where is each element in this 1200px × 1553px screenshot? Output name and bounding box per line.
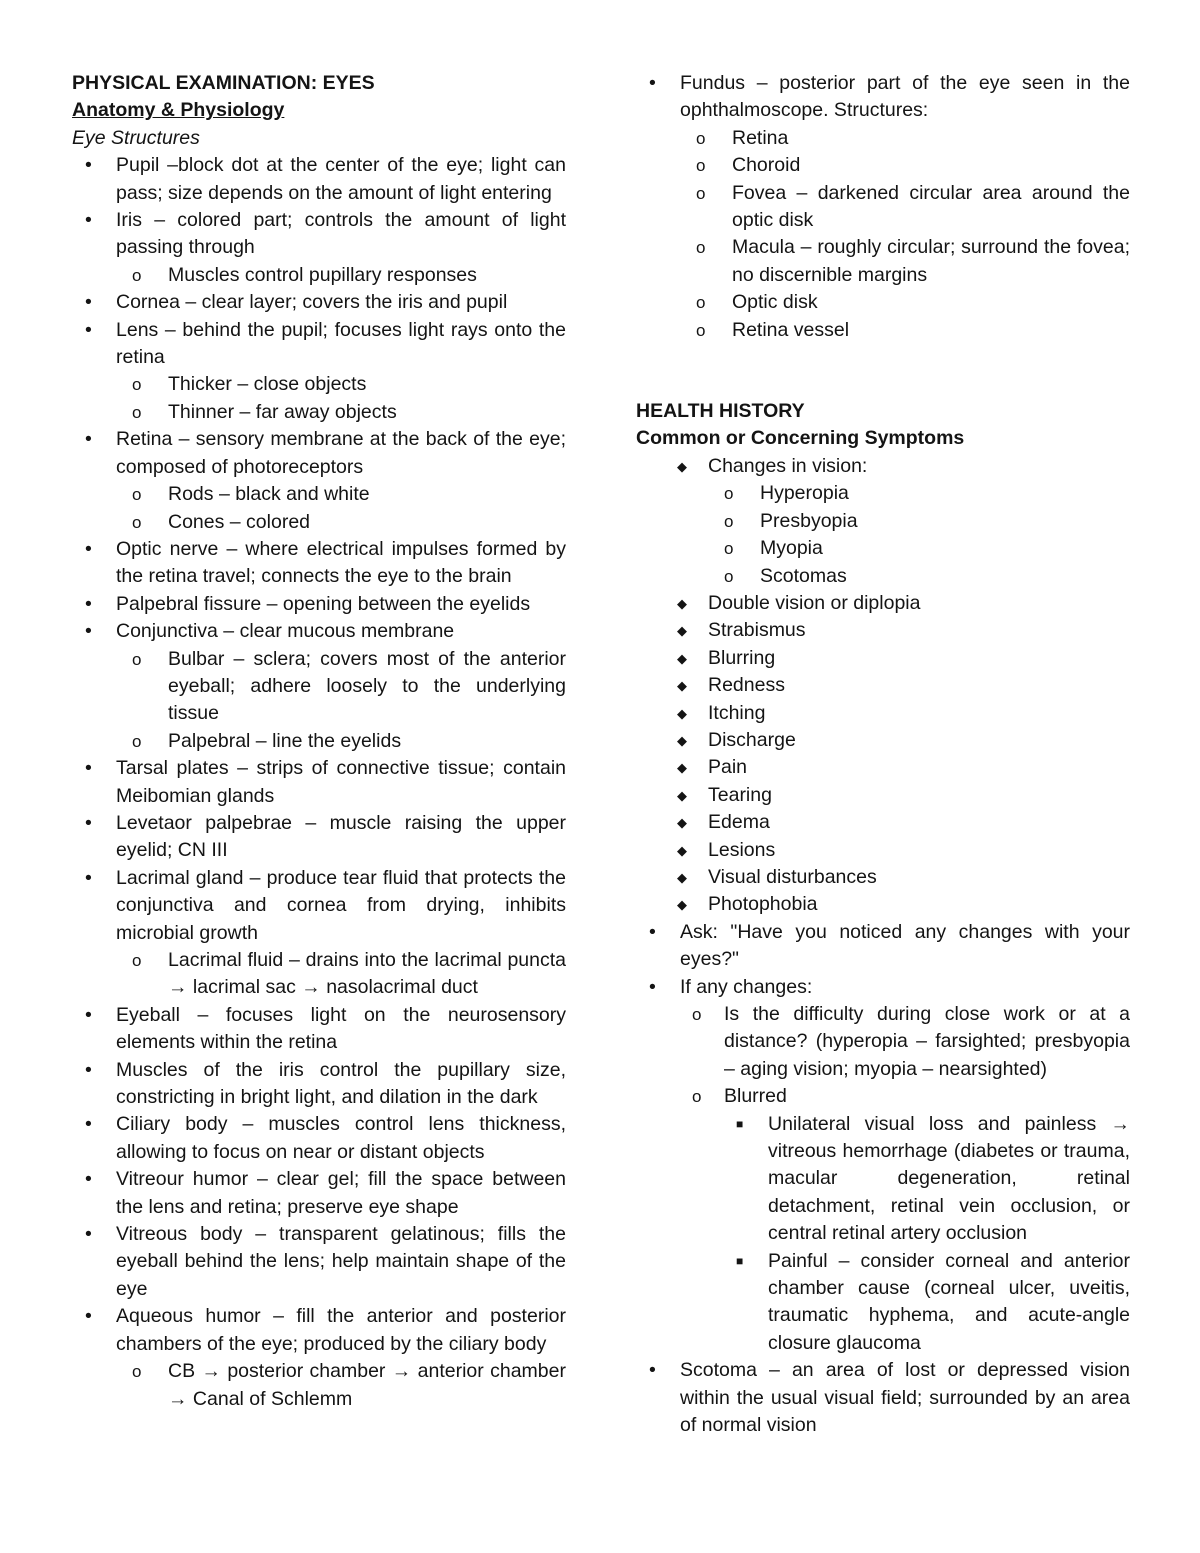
circle-bullet-icon: o: [132, 485, 142, 505]
sub-sublist: [724, 1111, 1130, 1358]
bullet-icon: •: [649, 975, 656, 998]
circle-bullet-icon: o: [692, 1005, 702, 1024]
diamond-bullet-icon: ◆: [677, 595, 687, 611]
bullet-icon: •: [85, 1113, 92, 1136]
circle-bullet-icon: o: [132, 649, 142, 669]
sublist-item: o Lacrimal fluid – drains into the lacrimal puncta → lacrimal sac → nasolacrimal duct: [132, 949, 566, 999]
diamond-bullet-icon: ◆: [677, 678, 687, 694]
sublist: [708, 480, 1130, 590]
list-item-levator: • Levetaor palpebrae – muscle raising the upper eyelid; CN III: [85, 811, 566, 862]
fundus-list: [636, 70, 1130, 344]
bullet-icon: •: [85, 757, 92, 780]
circle-bullet-icon: o: [696, 183, 706, 203]
list-item-vitreous-body: • Vitreous body – transparent gelatinous; fills the eyeball behind the lens; help maintain shape of the eye: [85, 1223, 566, 1300]
sub-sublist-item: ■ Painful – consider corneal and anterior chamber cause (corneal ulcer, uveitis, traumatic hyphema, and acute-angle closure glaucoma: [736, 1249, 1130, 1354]
list-item-aqueous-humor: • Aqueous humor – fill the anterior and posterior chambers of the eye; produced by the ciliary body o CB → posterior chamber → anterior chamber → Canal of Schlemm: [72, 1303, 566, 1413]
list-item-symptom: ◆ Redness: [636, 672, 1130, 699]
diamond-bullet-icon: ◆: [677, 897, 687, 913]
bullet-icon: •: [85, 866, 92, 889]
list-item-symptom: ◆ Discharge: [636, 727, 1130, 754]
sublist-item: o Retina: [680, 125, 1130, 152]
eye-structures-list: [72, 152, 566, 1413]
sublist-item: o Scotomas: [708, 563, 1130, 590]
sublist-item: o Is the difficulty during close work or at a distance? (hyperopia – farsighted; presbyopia – aging vision; myopia – nearsighted): [692, 1003, 1130, 1080]
circle-bullet-icon: o: [724, 539, 734, 559]
list-item-retina: • Retina – sensory membrane at the back of the eye; composed of photoreceptors o Rods – black and white o Cones – colored: [72, 426, 566, 536]
list-item-lens: • Lens – behind the pupil; focuses light rays onto the retina o Thicker – close objects o Thinner – far away objects: [72, 317, 566, 427]
list-item-eyeball: • Eyeball – focuses light on the neurosensory elements within the retina: [85, 1003, 566, 1054]
page-title: PHYSICAL EXAMINATION: EYES: [72, 72, 375, 94]
sublist: [116, 481, 566, 536]
bullet-icon: •: [85, 428, 92, 451]
sublist: [116, 947, 566, 1002]
list-item-ask: • Ask: "Have you noticed any changes with your eyes?": [649, 920, 1130, 971]
bullet-icon: •: [85, 291, 92, 314]
square-bullet-icon: ■: [736, 1253, 744, 1268]
sublist-item: o Cones – colored: [116, 509, 566, 536]
sublist-item: o Bulbar – sclera; covers most of the anterior eyeball; adhere loosely to the underlying tissue: [132, 647, 566, 725]
diamond-bullet-icon: ◆: [677, 458, 687, 474]
sublist: [680, 1001, 1130, 1357]
list-item-symptom: ◆ Itching: [636, 700, 1130, 727]
list-item-vitreour-humor: • Vitreour humor – clear gel; fill the space between the lens and retina; preserve eye shape: [85, 1168, 566, 1218]
history-questions-list: [636, 919, 1130, 1440]
circle-bullet-icon: o: [692, 1087, 702, 1107]
circle-bullet-icon: o: [132, 402, 142, 422]
list-item-palpebral-fissure: • Palpebral fissure – opening between the eyelids: [72, 591, 566, 618]
list-item-symptom: ◆ Pain: [636, 754, 1130, 781]
left-column: [72, 70, 566, 1413]
circle-bullet-icon: o: [696, 156, 706, 176]
list-item-conjunctiva: • Conjunctiva – clear mucous membrane o Bulbar – sclera; covers most of the anterior eyeball; adhere loosely to the underlying tissue o Palpebral – line the eyelids: [72, 618, 566, 755]
circle-bullet-icon: o: [724, 511, 734, 531]
sublist-item: o Retina vessel: [680, 317, 1130, 344]
diamond-bullet-icon: ◆: [677, 760, 687, 776]
circle-bullet-icon: o: [696, 320, 706, 340]
diamond-bullet-icon: ◆: [677, 623, 687, 639]
circle-bullet-icon: o: [132, 951, 142, 970]
circle-bullet-icon: o: [132, 375, 142, 395]
sublist-item: o Fovea – darkened circular area around the optic disk: [696, 181, 1130, 232]
diamond-bullet-icon: ◆: [677, 815, 687, 831]
circle-bullet-icon: o: [696, 128, 706, 148]
bullet-icon: •: [85, 318, 92, 341]
list-item-iris-muscles: • Muscles of the iris control the pupillary size, constricting in bright light, and dilation in the dark: [85, 1058, 566, 1109]
sublist: [116, 371, 566, 426]
diamond-bullet-icon: ◆: [677, 732, 687, 748]
subsection-heading-eye-structures: Eye Structures: [72, 126, 200, 149]
sublist: [680, 125, 1130, 344]
sublist-item: o Macula – roughly circular; surround the fovea; no discernible margins: [696, 236, 1130, 286]
sublist-item: o Myopia: [708, 535, 1130, 562]
list-item-symptom: ◆ Tearing: [636, 782, 1130, 809]
sublist-item: o Muscles control pupillary responses: [116, 262, 566, 289]
sublist-item: o Blurred ■ Unilateral visual loss and painless → vitreous hemorrhage (diabetes or trauma, macular degeneration, retinal detachment, retinal vein occlusion, or central retinal artery occlusion ■ Painful – consider corneal and anterior chamber cause (corneal ulcer, uveitis, traumatic hyphema, and acute-angle closure glaucoma: [680, 1083, 1130, 1357]
bullet-icon: •: [85, 1003, 92, 1026]
list-item-tarsal-plates: • Tarsal plates – strips of connective tissue; contain Meibomian glands: [85, 757, 566, 807]
health-history-heading: HEALTH HISTORY: [636, 400, 805, 423]
list-item-scotoma: • Scotoma – an area of lost or depressed vision within the usual visual field; surrounded by an area of normal vision: [649, 1359, 1130, 1437]
list-item-optic-nerve: • Optic nerve – where electrical impulses formed by the retina travel; connects the eye to the brain: [85, 537, 566, 588]
list-item-symptom: ◆ Blurring: [636, 645, 1130, 672]
list-item-symptom: ◆ Double vision or diplopia: [636, 590, 1130, 617]
list-item-iris: • Iris – colored part; controls the amount of light passing through o Muscles control pupillary responses: [72, 207, 566, 289]
list-item-symptom: ◆ Lesions: [636, 837, 1130, 864]
list-item-pupil: • Pupil –block dot at the center of the eye; light can pass; size depends on the amount of light entering: [85, 154, 566, 204]
sublist: [116, 1358, 566, 1413]
circle-bullet-icon: o: [696, 238, 706, 258]
circle-bullet-icon: o: [132, 1362, 142, 1382]
sublist: [116, 262, 566, 289]
list-item-if-any-changes: • If any changes: o Is the difficulty during close work or at a distance? (hyperopia – farsighted; presbyopia – aging vision; myopia – nearsighted) o Blurred ■ Unilateral visual loss and painless → vitreous hemorrhage (diabetes or trauma, macular degeneration, retinal detachment, retinal vein occlusion, or central retinal artery occlusion ■ Painful – consider corneal and anterior chamber cause (corneal ulcer, uveitis, traumatic hyphema, and acute-angle closure glaucoma: [636, 974, 1130, 1358]
diamond-bullet-icon: ◆: [677, 842, 687, 858]
bullet-icon: •: [85, 1058, 92, 1081]
sub-sublist-item: ■ Unilateral visual loss and painless → vitreous hemorrhage (diabetes or trauma, macular degeneration, retinal detachment, retinal vein occlusion, or central retinal artery occlusion: [736, 1112, 1130, 1245]
bullet-icon: •: [85, 620, 92, 643]
list-item-symptom: ◆ Photophobia: [636, 891, 1130, 918]
diamond-bullet-icon: ◆: [677, 869, 687, 885]
symptoms-heading: Common or Concerning Symptoms: [636, 427, 965, 450]
section-heading-anatomy: Anatomy & Physiology: [72, 99, 285, 122]
sublist-item: o Rods – black and white: [116, 481, 566, 508]
diamond-bullet-icon: ◆: [677, 705, 687, 721]
circle-bullet-icon: o: [696, 293, 706, 313]
bullet-icon: •: [85, 592, 92, 615]
sublist-item: o Choroid: [680, 152, 1130, 179]
bullet-icon: •: [85, 209, 92, 232]
bullet-icon: •: [85, 1305, 92, 1328]
list-item-ciliary-body: • Ciliary body – muscles control lens thickness, allowing to focus on near or distant objects: [85, 1113, 566, 1163]
symptoms-list: [636, 453, 1130, 919]
sublist-item: o Thicker – close objects: [116, 371, 566, 398]
circle-bullet-icon: o: [132, 512, 142, 532]
sublist-item: o Hyperopia: [708, 480, 1130, 507]
list-item-changes-in-vision: ◆ Changes in vision: o Hyperopia o Presbyopia o Myopia o Scotomas: [636, 453, 1130, 590]
list-item-symptom: ◆ Visual disturbances: [636, 864, 1130, 891]
bullet-icon: •: [85, 1223, 92, 1246]
bullet-icon: •: [649, 920, 656, 943]
list-item-fundus: • Fundus – posterior part of the eye seen in the ophthalmoscope. Structures: o Retina o Choroid o Fovea – darkened circular area around the optic disk o Macula – roughly circular; surround the fovea; no discernible margins o Optic disk o Retina vessel: [636, 70, 1130, 344]
bullet-icon: •: [85, 537, 92, 560]
sublist-item: o Thinner – far away objects: [116, 399, 566, 426]
diamond-bullet-icon: ◆: [677, 787, 687, 803]
sublist-item: o Palpebral – line the eyelids: [116, 728, 566, 755]
bullet-icon: •: [85, 1168, 92, 1191]
list-item-symptom: ◆ Strabismus: [636, 617, 1130, 644]
list-item-cornea: • Cornea – clear layer; covers the iris and pupil: [72, 289, 566, 316]
list-item-symptom: ◆ Edema: [636, 809, 1130, 836]
right-column: [636, 70, 1130, 1440]
bullet-icon: •: [85, 811, 92, 834]
circle-bullet-icon: o: [132, 731, 142, 751]
bullet-icon: •: [85, 154, 92, 177]
bullet-icon: •: [649, 1359, 656, 1382]
diamond-bullet-icon: ◆: [677, 650, 687, 666]
sublist-item: o CB → posterior chamber → anterior chamber → Canal of Schlemm: [132, 1360, 566, 1410]
circle-bullet-icon: o: [724, 566, 734, 586]
circle-bullet-icon: o: [724, 484, 734, 504]
circle-bullet-icon: o: [132, 265, 142, 285]
sublist-item: o Presbyopia: [708, 508, 1130, 535]
square-bullet-icon: ■: [736, 1116, 744, 1131]
sublist-item: o Optic disk: [680, 289, 1130, 316]
sublist: [116, 646, 566, 756]
list-item-lacrimal-gland: • Lacrimal gland – produce tear fluid that protects the conjunctiva and cornea from drying, inhibits microbial growth o Lacrimal fluid – drains into the lacrimal puncta → lacrimal sac → nasolacrimal duct: [72, 865, 566, 1002]
bullet-icon: •: [649, 72, 656, 94]
